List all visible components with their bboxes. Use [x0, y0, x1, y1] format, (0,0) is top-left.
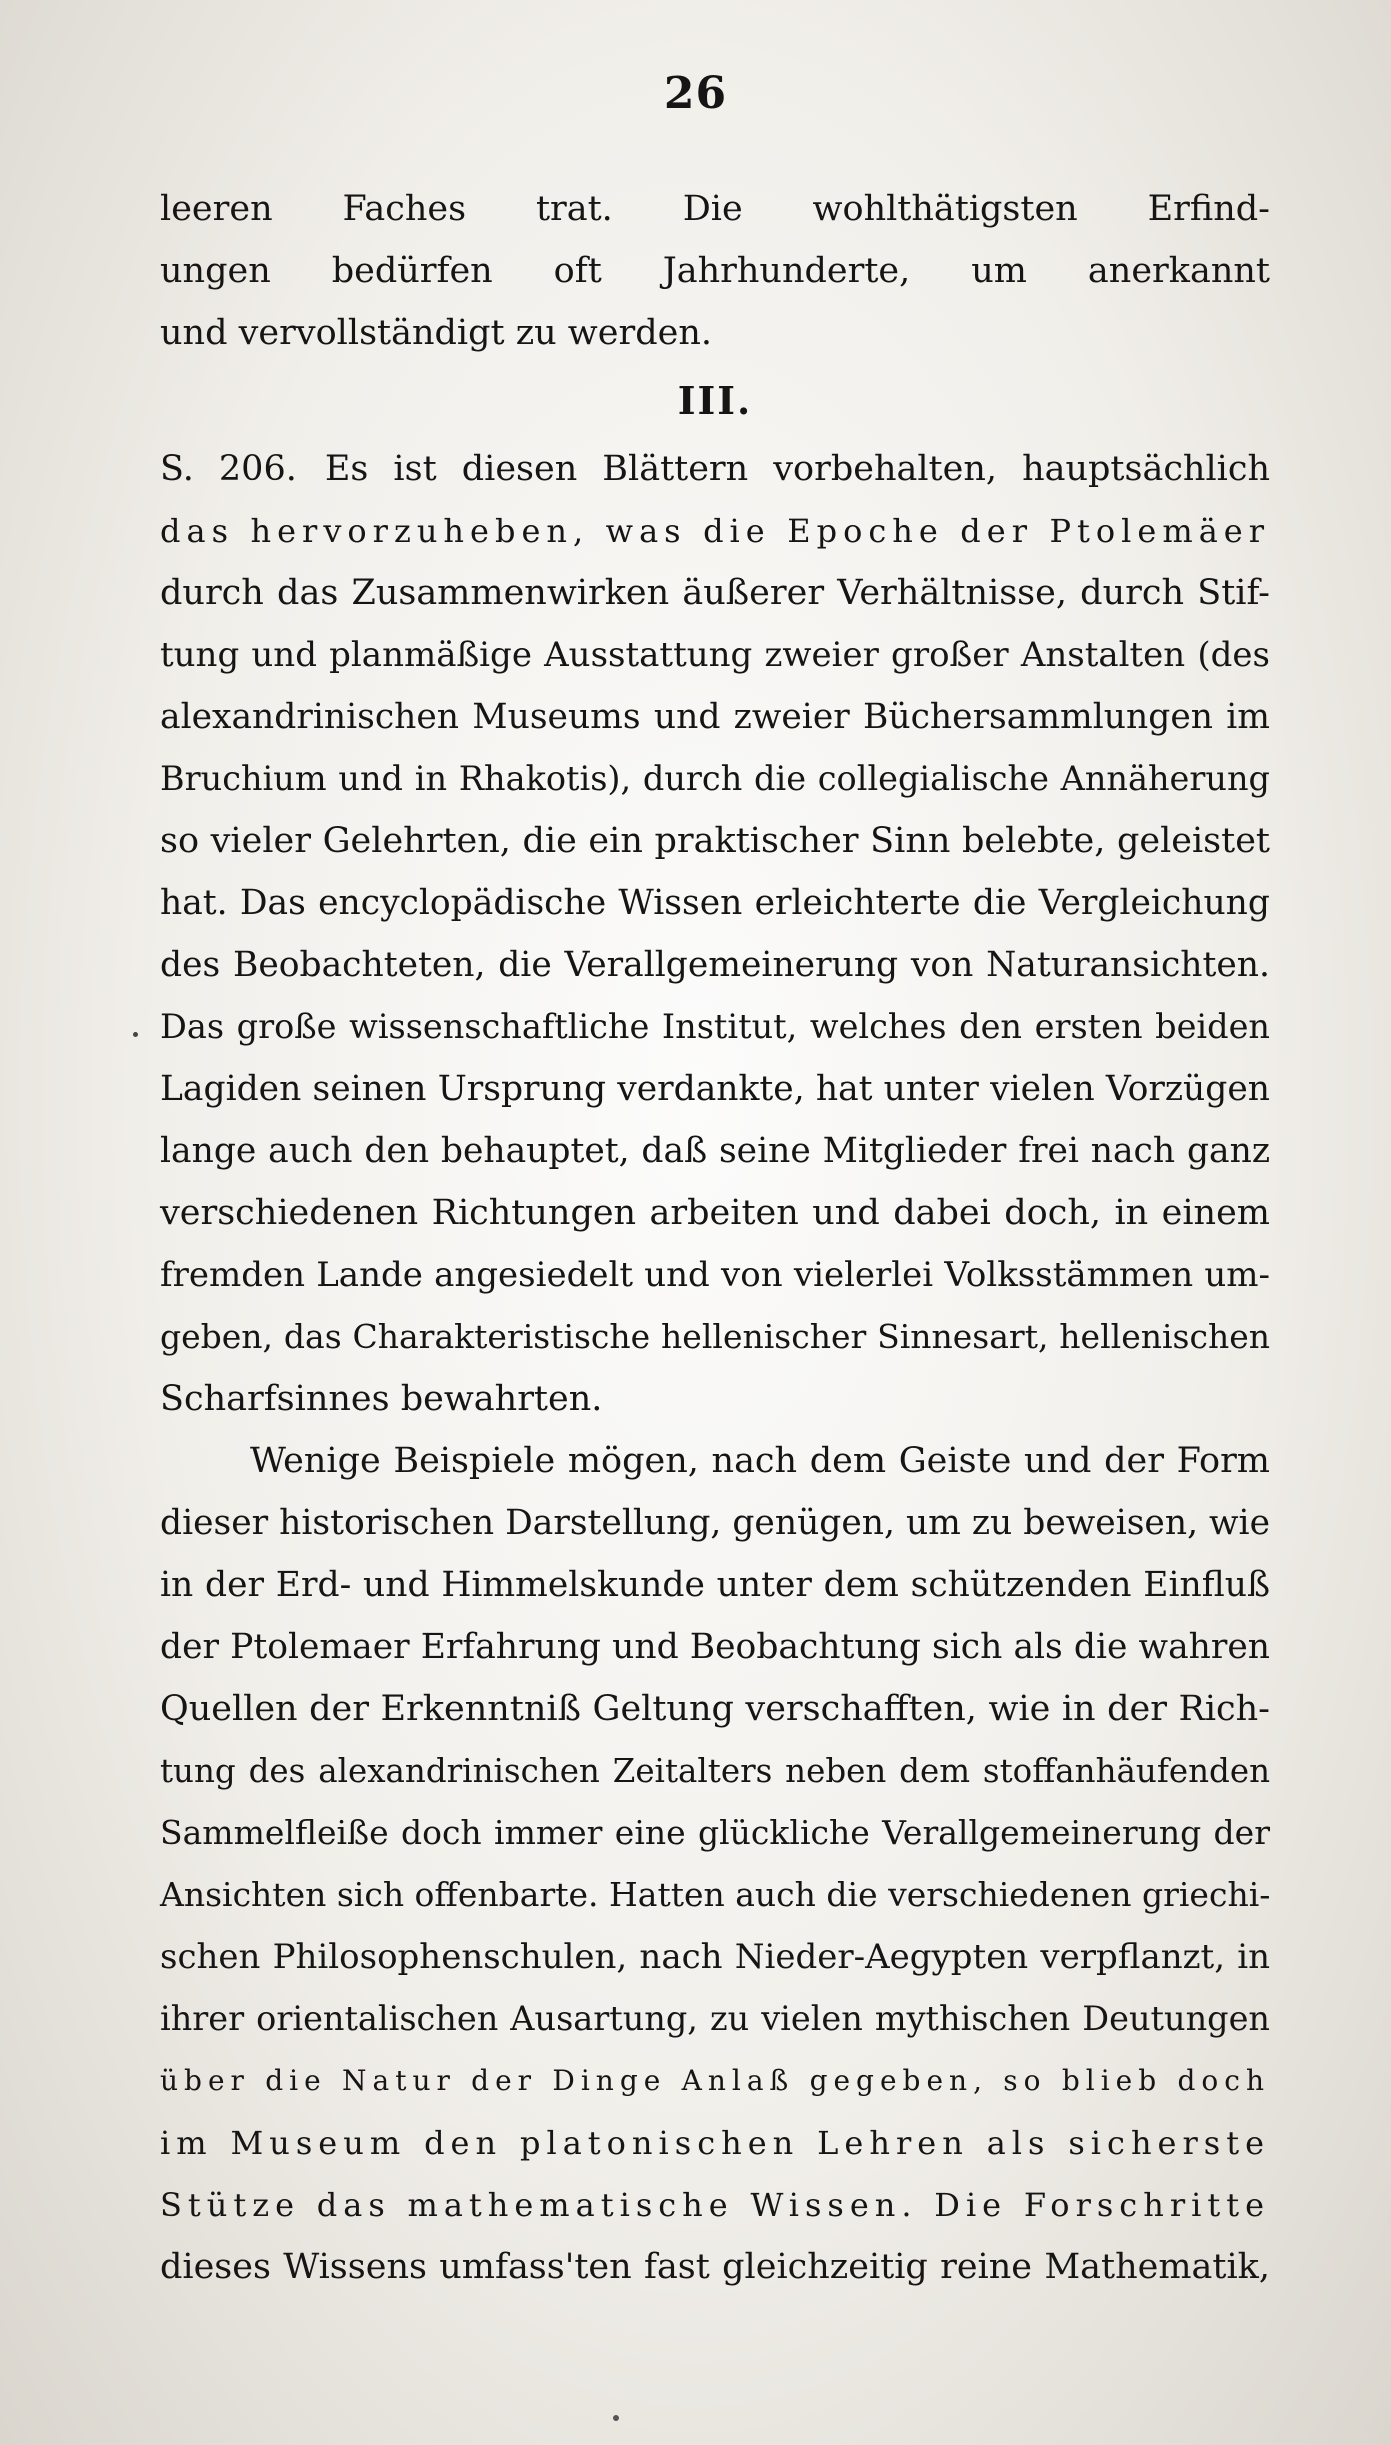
text-line: Ansichten sich offenbarte. Hatten auch die verschiedenen griechi- [160, 1875, 1271, 1914]
text-line: so vieler Gelehrten, die ein praktischer Sinn belebte, geleistet [160, 821, 1270, 861]
text-line: Wenige Beispiele mögen, nach dem Geiste und der Form [250, 1441, 1270, 1481]
section-label: S. 206. [160, 449, 297, 489]
text-line: fremden Lande angesiedelt und von vielerlei Volksstämmen um- [160, 1255, 1270, 1295]
bottom-mark [613, 2415, 619, 2421]
section-heading: III. [677, 378, 753, 423]
text-line: und vervollständigt zu werden. [160, 313, 712, 353]
text-line: verschiedenen Richtungen arbeiten und dabei doch, in einem [160, 1193, 1270, 1233]
text-line: Quellen der Erkenntniß Geltung verschafften, wie in der Rich- [160, 1689, 1270, 1729]
text-line: Lagiden seinen Ursprung verdankte, hat unter vielen Vorzügen [160, 1069, 1270, 1109]
text-line: in der Erd- und Himmelskunde unter dem schützenden Einfluß [160, 1565, 1270, 1605]
text-line: durch das Zusammenwirken äußerer Verhältnisse, durch Stif- [160, 573, 1270, 613]
text-line: Scharfsinnes bewahrten. [160, 1379, 603, 1419]
text-line: im Museum den platonischen Lehren als sicherste [160, 2124, 1270, 2162]
text-line: geben, das Charakteristische hellenischer Sinnesart, hellenischen [160, 1317, 1270, 1356]
text-line: Bruchium und in Rhakotis), durch die collegialische Annäherung [160, 759, 1270, 798]
text-line: Sammelfleiße doch immer eine glückliche Verallgemeinerung der [160, 1813, 1270, 1852]
text-line: leeren Faches trat. Die wohlthätigsten Erfind- [160, 189, 1270, 229]
text-line: Es ist diesen Blättern vorbehalten, hauptsächlich [324, 449, 1270, 489]
text-line: über die Natur der Dinge Anlaß gegeben, so blieb doch [160, 2064, 1270, 2097]
text-line-with-section-label [160, 438, 1270, 500]
text-line: lange auch den behauptet, daß seine Mitglieder frei nach ganz [160, 1131, 1270, 1171]
text-line: Stütze das mathematische Wissen. Die Forschritte [160, 2186, 1270, 2224]
text-line: dieses Wissens umfass'ten fast gleichzeitig reine Mathematik, [160, 2247, 1270, 2287]
text-line: alexandrinischen Museums und zweier Büchersammlungen im [160, 697, 1270, 737]
text-line: das hervorzuheben, was die Epoche der Ptolemäer [160, 512, 1270, 550]
text-line: hat. Das encyclopädische Wissen erleichterte die Vergleichung [160, 883, 1270, 923]
text-line: dieser historischen Darstellung, genügen, um zu beweisen, wie [160, 1503, 1270, 1543]
text-line: tung des alexandrinischen Zeitalters neben dem stoffanhäufenden [160, 1752, 1270, 1790]
text-line: der Ptolemaer Erfahrung und Beobachtung sich als die wahren [160, 1627, 1270, 1667]
body-text [160, 178, 1270, 2298]
text-line: ungen bedürfen oft Jahrhunderte, um anerkannt [160, 251, 1270, 291]
text-line: schen Philosophenschulen, nach Nieder-Aegypten verpflanzt, in [160, 1937, 1270, 1977]
text-line: tung und planmäßige Ausstattung zweier großer Anstalten (des [160, 635, 1270, 675]
margin-mark [133, 1032, 138, 1037]
page-number: 26 [663, 68, 728, 119]
text-line: ihrer orientalischen Ausartung, zu vielen mythischen Deutungen [160, 1999, 1270, 2038]
text-line: Das große wissenschaftliche Institut, welches den ersten beiden [160, 1007, 1270, 1046]
text-line: des Beobachteten, die Verallgemeinerung von Naturansichten. [160, 945, 1270, 985]
